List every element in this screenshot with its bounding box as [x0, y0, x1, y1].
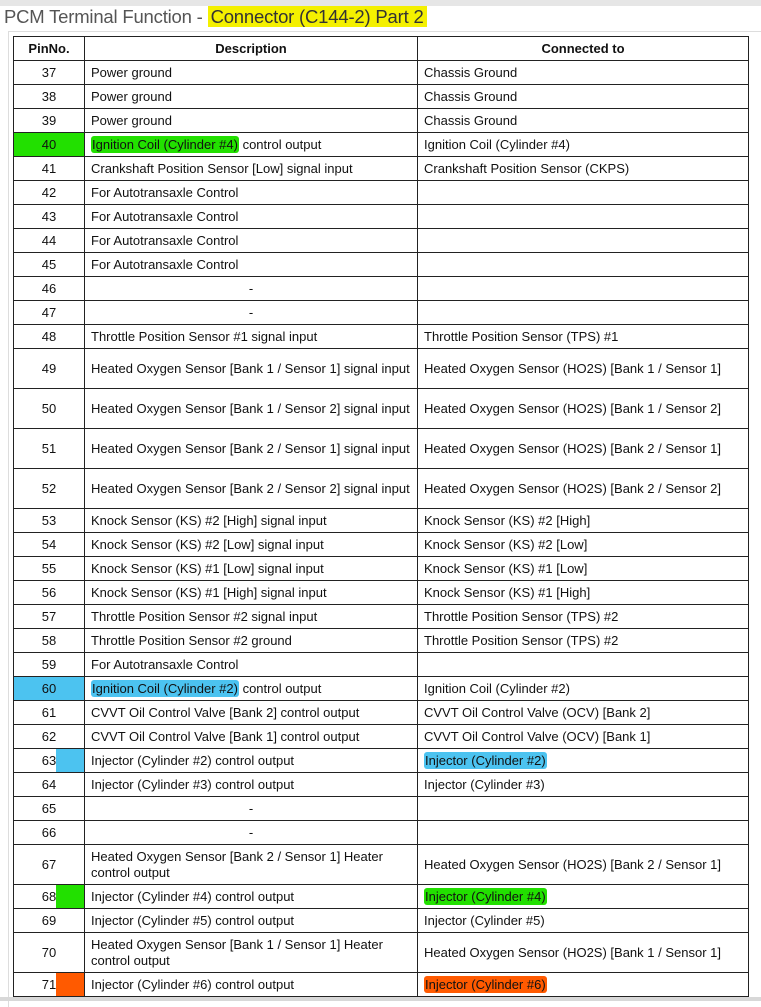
description-cell [85, 133, 418, 157]
description-cell [85, 509, 418, 533]
connected-to-cell [418, 933, 749, 973]
description-text: CVVT Oil Control Valve [Bank 1] control output [91, 728, 360, 744]
description-text: Throttle Position Sensor #2 signal input [91, 608, 318, 624]
description-text: For Autotransaxle Control [91, 208, 239, 224]
table-row [14, 509, 749, 533]
table-row [14, 205, 749, 229]
connected-to-cell [418, 509, 749, 533]
connected-to-text: Injector (Cylinder #2) [425, 753, 546, 768]
title-highlighted: Connector (C144-2) Part 2 [208, 6, 427, 27]
connected-to-cell [418, 885, 749, 909]
table-row [14, 557, 749, 581]
pin-number: 67 [41, 857, 57, 872]
highlight-mark [56, 885, 84, 908]
description-cell [85, 701, 418, 725]
connected-to-cell [418, 909, 749, 933]
pin-number: 47 [41, 305, 57, 320]
description-cell [85, 181, 418, 205]
description-cell [85, 557, 418, 581]
pin-cell [14, 325, 85, 349]
pin-cell [14, 677, 85, 701]
pin-cell [14, 797, 85, 821]
header-connected-to: Connected to [418, 37, 749, 61]
description-cell [85, 533, 418, 557]
highlight-mark [56, 973, 84, 996]
description-text: Injector (Cylinder #2) control output [91, 752, 295, 768]
table-row [14, 653, 749, 677]
connected-to-cell [418, 773, 749, 797]
connected-to-cell [418, 973, 749, 997]
pin-cell [14, 181, 85, 205]
pin-number: 68 [41, 889, 57, 904]
description-text: Crankshaft Position Sensor [Low] signal input [91, 160, 353, 176]
pin-cell [14, 821, 85, 845]
connected-to-text: Heated Oxygen Sensor (HO2S) [Bank 1 / Sensor 1] [424, 945, 721, 960]
connected-to-text: Knock Sensor (KS) #1 [High] [424, 585, 591, 600]
pin-cell [14, 933, 85, 973]
table-row [14, 389, 749, 429]
description-cell [85, 885, 418, 909]
pin-number: 61 [41, 705, 57, 720]
table-row [14, 349, 749, 389]
table-row [14, 749, 749, 773]
description-cell [85, 205, 418, 229]
pin-number: 45 [41, 257, 57, 272]
description-highlight: Ignition Coil (Cylinder #2) [92, 680, 238, 696]
description-cell [85, 725, 418, 749]
pin-cell [14, 909, 85, 933]
description-cell [85, 85, 418, 109]
pin-number: 55 [41, 561, 57, 576]
connected-to-text: Chassis Ground [424, 89, 518, 104]
table-row [14, 773, 749, 797]
description-cell [85, 157, 418, 181]
connected-to-cell [418, 797, 749, 821]
table-row [14, 605, 749, 629]
description-cell [85, 933, 418, 973]
pin-number: 62 [41, 729, 57, 744]
table-row [14, 157, 749, 181]
table-row [14, 253, 749, 277]
pin-number: 52 [41, 481, 57, 496]
pin-number: 64 [41, 777, 57, 792]
pin-number: 69 [41, 913, 57, 928]
highlight-mark [56, 749, 84, 772]
pin-cell [14, 277, 85, 301]
connected-to-cell [418, 429, 749, 469]
description-cell [85, 629, 418, 653]
pin-number: 50 [41, 401, 57, 416]
description-text: Knock Sensor (KS) #2 [Low] signal input [91, 536, 324, 552]
pin-cell [14, 253, 85, 277]
title-prefix: PCM Terminal Function - [4, 6, 208, 27]
connected-to-cell [418, 157, 749, 181]
pin-cell [14, 109, 85, 133]
connected-to-text: Injector (Cylinder #3) [424, 777, 545, 792]
pin-cell [14, 229, 85, 253]
pin-cell [14, 885, 85, 909]
table-row [14, 701, 749, 725]
header-row [14, 37, 749, 61]
description-text: Power ground [91, 112, 172, 128]
pin-number: 53 [41, 513, 57, 528]
pin-number: 70 [41, 945, 57, 960]
connected-to-cell [418, 325, 749, 349]
connected-to-text: CVVT Oil Control Valve (OCV) [Bank 1] [424, 729, 651, 744]
table-row [14, 429, 749, 469]
table-row [14, 885, 749, 909]
pin-number: 66 [41, 825, 57, 840]
description-cell [85, 605, 418, 629]
connected-to-cell [418, 581, 749, 605]
pin-number: 49 [41, 361, 57, 376]
description-cell [85, 677, 418, 701]
pin-cell [14, 85, 85, 109]
table-row [14, 629, 749, 653]
pin-cell [14, 605, 85, 629]
pin-number: 65 [41, 801, 57, 816]
connected-to-cell [418, 469, 749, 509]
connected-to-cell [418, 749, 749, 773]
pin-cell [14, 773, 85, 797]
description-text: - [248, 280, 254, 296]
connected-to-text: Throttle Position Sensor (TPS) #1 [424, 329, 619, 344]
description-text: CVVT Oil Control Valve [Bank 2] control output [91, 704, 360, 720]
description-text: - [248, 824, 254, 840]
table-row [14, 61, 749, 85]
pin-cell [14, 749, 85, 773]
description-text: Throttle Position Sensor #2 ground [91, 632, 292, 648]
pin-cell [14, 701, 85, 725]
pin-cell [14, 429, 85, 469]
page-title [4, 6, 427, 28]
description-cell [85, 653, 418, 677]
pin-number: 59 [41, 657, 57, 672]
pin-cell [14, 509, 85, 533]
table-row [14, 797, 749, 821]
table-row [14, 85, 749, 109]
pin-number: 40 [41, 137, 57, 152]
pin-number: 54 [41, 537, 57, 552]
pin-cell [14, 133, 85, 157]
pin-cell [14, 845, 85, 885]
connected-to-cell [418, 277, 749, 301]
pin-number: 43 [41, 209, 57, 224]
connected-to-cell [418, 229, 749, 253]
pin-number: 42 [41, 185, 57, 200]
connected-to-text: Heated Oxygen Sensor (HO2S) [Bank 1 / Sensor 1] [424, 361, 721, 376]
header-description: Description [85, 37, 418, 61]
description-text: Power ground [91, 88, 172, 104]
pin-cell [14, 557, 85, 581]
connected-to-text: Heated Oxygen Sensor (HO2S) [Bank 2 / Sensor 1] [424, 857, 721, 872]
description-cell [85, 749, 418, 773]
table-row [14, 109, 749, 133]
connected-to-cell [418, 701, 749, 725]
description-text: - [248, 800, 254, 816]
connected-to-text: Injector (Cylinder #5) [424, 913, 545, 928]
pin-number: 63 [41, 753, 57, 768]
description-text: control output [238, 680, 322, 696]
description-text: - [248, 304, 254, 320]
description-cell [85, 973, 418, 997]
table-row [14, 725, 749, 749]
connected-to-cell [418, 725, 749, 749]
connected-to-text: Ignition Coil (Cylinder #4) [424, 137, 570, 152]
pin-number: 57 [41, 609, 57, 624]
pin-cell [14, 469, 85, 509]
pin-number: 41 [41, 161, 57, 176]
pin-cell [14, 349, 85, 389]
connected-to-cell [418, 253, 749, 277]
table-row [14, 909, 749, 933]
description-text: Knock Sensor (KS) #1 [Low] signal input [91, 560, 324, 576]
connected-to-cell [418, 629, 749, 653]
description-cell [85, 349, 418, 389]
description-cell [85, 277, 418, 301]
description-cell [85, 253, 418, 277]
description-cell [85, 325, 418, 349]
description-text: For Autotransaxle Control [91, 184, 239, 200]
connected-to-cell [418, 557, 749, 581]
description-cell [85, 773, 418, 797]
table-row [14, 821, 749, 845]
pin-number: 71 [41, 977, 57, 992]
table-row [14, 845, 749, 885]
description-cell [85, 469, 418, 509]
connected-to-cell [418, 109, 749, 133]
table-row [14, 581, 749, 605]
description-text: Injector (Cylinder #3) control output [91, 776, 295, 792]
pin-cell [14, 389, 85, 429]
pin-number: 44 [41, 233, 57, 248]
description-highlight: Ignition Coil (Cylinder #4) [92, 136, 238, 152]
pin-number: 38 [41, 89, 57, 104]
description-text: For Autotransaxle Control [91, 232, 239, 248]
description-text: Knock Sensor (KS) #1 [High] signal input [91, 584, 327, 600]
table-row [14, 533, 749, 557]
description-cell [85, 301, 418, 325]
description-cell [85, 821, 418, 845]
pin-cell [14, 973, 85, 997]
pin-cell [14, 61, 85, 85]
connected-to-cell [418, 85, 749, 109]
connected-to-text: Chassis Ground [424, 65, 518, 80]
connected-to-cell [418, 61, 749, 85]
connected-to-cell [418, 605, 749, 629]
description-text: control output [238, 136, 322, 152]
pin-cell [14, 533, 85, 557]
connected-to-cell [418, 533, 749, 557]
connected-to-text: Injector (Cylinder #4) [425, 889, 546, 904]
description-cell [85, 909, 418, 933]
description-cell [85, 109, 418, 133]
description-text: Injector (Cylinder #6) control output [91, 976, 295, 992]
description-text: Heated Oxygen Sensor [Bank 2 / Sensor 1] Heater control output [91, 848, 383, 880]
description-text: For Autotransaxle Control [91, 256, 239, 272]
description-cell [85, 61, 418, 85]
table-row [14, 933, 749, 973]
table-row [14, 277, 749, 301]
table-row [14, 973, 749, 997]
pin-number: 60 [41, 681, 57, 696]
connected-to-text: Knock Sensor (KS) #2 [Low] [424, 537, 588, 552]
description-cell [85, 389, 418, 429]
table-row [14, 469, 749, 509]
connected-to-text: Knock Sensor (KS) #1 [Low] [424, 561, 588, 576]
pin-number: 39 [41, 113, 57, 128]
connected-to-text: Heated Oxygen Sensor (HO2S) [Bank 2 / Sensor 1] [424, 441, 721, 456]
connected-to-cell [418, 349, 749, 389]
description-cell [85, 845, 418, 885]
pin-cell [14, 581, 85, 605]
pin-number: 46 [41, 281, 57, 296]
table-row [14, 325, 749, 349]
connected-to-cell [418, 181, 749, 205]
connected-to-text: Ignition Coil (Cylinder #2) [424, 681, 570, 696]
connected-to-text: Heated Oxygen Sensor (HO2S) [Bank 1 / Sensor 2] [424, 401, 721, 416]
description-text: Power ground [91, 64, 172, 80]
pin-cell [14, 653, 85, 677]
header-pin: PinNo. [14, 37, 85, 61]
connected-to-text: Throttle Position Sensor (TPS) #2 [424, 633, 619, 648]
description-text: Injector (Cylinder #4) control output [91, 888, 295, 904]
connected-to-cell [418, 205, 749, 229]
pin-number: 58 [41, 633, 57, 648]
pin-number: 48 [41, 329, 57, 344]
table-row [14, 301, 749, 325]
connected-to-text: Crankshaft Position Sensor (CKPS) [424, 161, 630, 176]
table-row [14, 133, 749, 157]
pin-cell [14, 301, 85, 325]
connected-to-cell [418, 133, 749, 157]
connected-to-cell [418, 845, 749, 885]
connected-to-cell [418, 821, 749, 845]
description-text: Heated Oxygen Sensor [Bank 1 / Sensor 1] signal input [91, 360, 410, 376]
connected-to-text: Chassis Ground [424, 113, 518, 128]
description-text: Heated Oxygen Sensor [Bank 1 / Sensor 2] signal input [91, 400, 410, 416]
bottom-strip [0, 997, 761, 1001]
connected-to-text: Heated Oxygen Sensor (HO2S) [Bank 2 / Sensor 2] [424, 481, 721, 496]
pin-cell [14, 629, 85, 653]
connected-to-cell [418, 653, 749, 677]
connected-to-cell [418, 301, 749, 325]
description-text: Injector (Cylinder #5) control output [91, 912, 295, 928]
description-text: For Autotransaxle Control [91, 656, 239, 672]
table-row [14, 229, 749, 253]
table-row [14, 677, 749, 701]
connected-to-text: Throttle Position Sensor (TPS) #2 [424, 609, 619, 624]
description-cell [85, 429, 418, 469]
pin-cell [14, 725, 85, 749]
description-text: Throttle Position Sensor #1 signal input [91, 328, 318, 344]
pin-cell [14, 205, 85, 229]
description-cell [85, 229, 418, 253]
description-text: Heated Oxygen Sensor [Bank 2 / Sensor 2] signal input [91, 480, 410, 496]
description-text: Heated Oxygen Sensor [Bank 2 / Sensor 1] signal input [91, 440, 410, 456]
pin-number: 56 [41, 585, 57, 600]
description-cell [85, 581, 418, 605]
description-text: Heated Oxygen Sensor [Bank 1 / Sensor 1] Heater control output [91, 936, 383, 968]
pin-cell [14, 157, 85, 181]
description-cell [85, 797, 418, 821]
connected-to-text: Knock Sensor (KS) #2 [High] [424, 513, 591, 528]
pin-number: 51 [41, 441, 57, 456]
connected-to-cell [418, 389, 749, 429]
connected-to-text: Injector (Cylinder #6) [425, 977, 546, 992]
connected-to-cell [418, 677, 749, 701]
connected-to-text: CVVT Oil Control Valve (OCV) [Bank 2] [424, 705, 651, 720]
table-row [14, 181, 749, 205]
pin-table [13, 36, 749, 997]
pin-number: 37 [41, 65, 57, 80]
description-text: Knock Sensor (KS) #2 [High] signal input [91, 512, 327, 528]
